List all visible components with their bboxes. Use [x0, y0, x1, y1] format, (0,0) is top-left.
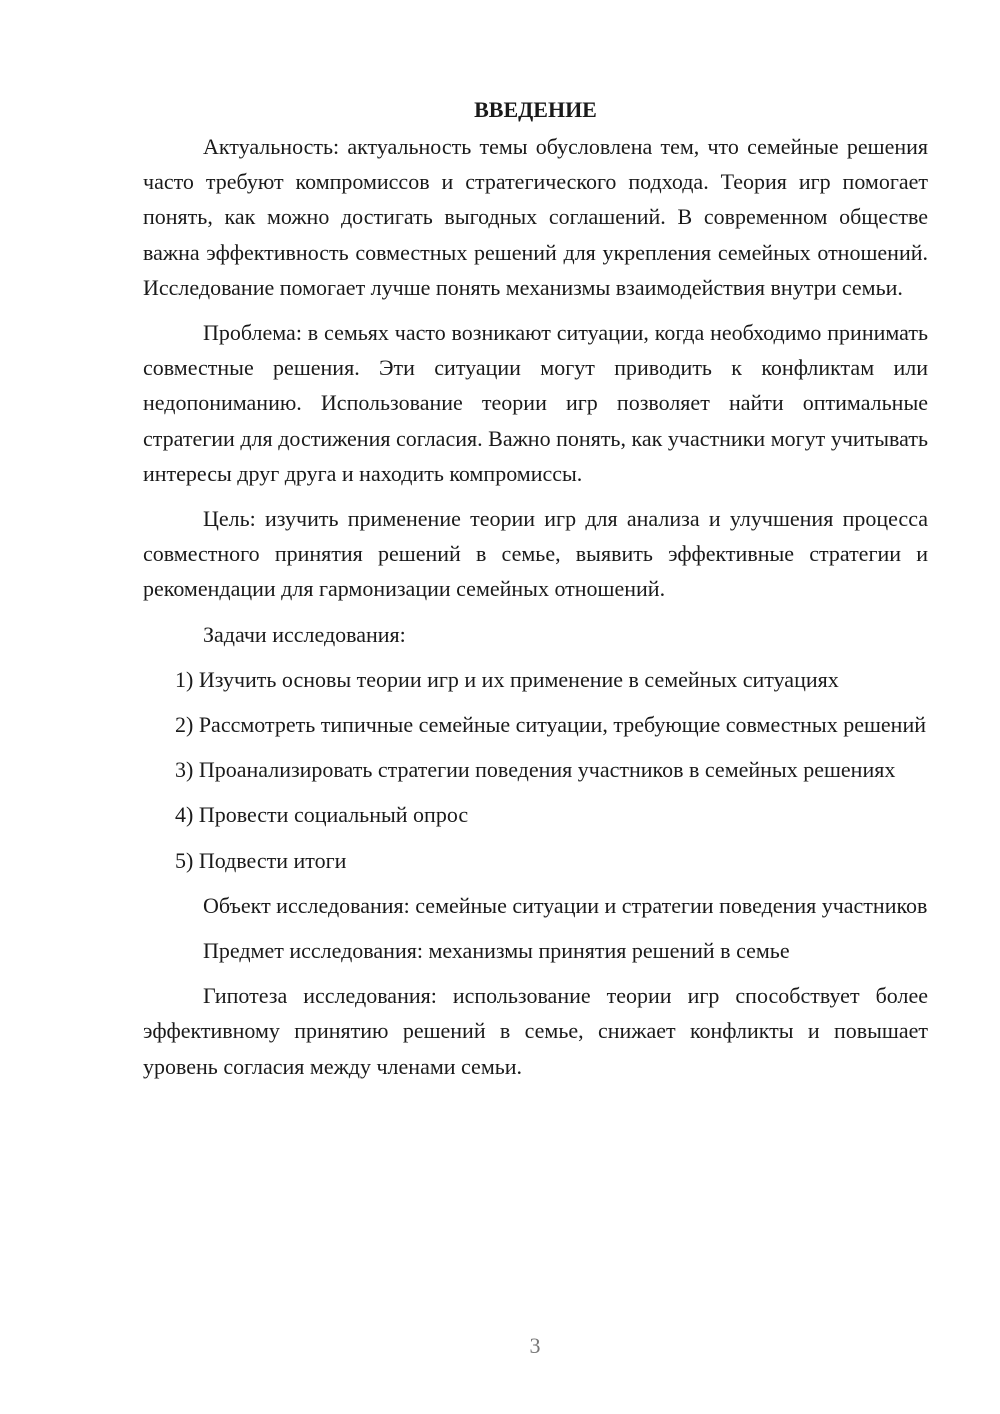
paragraph-subject: Предмет исследования: механизмы принятия решений в семье	[203, 938, 790, 964]
paragraph-relevance: Актуальность: актуальность темы обусловлена тем, что семейные решения часто требуют компромиссов и стратегического подхода. Теория игр помогает понять, как можно достигать выгодных соглашений. В современном обществе важна эффективность совместных решений для укрепления семейных отношений. Исследование помогает лучше понять механизмы взаимодействия внутри семьи.	[143, 134, 928, 300]
task-item-1: 1) Изучить основы теории игр и их применение в семейных ситуациях	[175, 666, 839, 692]
document-page	[143, 92, 928, 1094]
paragraph-object: Объект исследования: семейные ситуации и стратегии поведения участников	[203, 892, 928, 918]
page-number: 3	[529, 1333, 541, 1358]
paragraph-problem: Проблема: в семьях часто возникают ситуации, когда необходимо принимать совместные решения. Эти ситуации могут приводить к конфликтам или недопониманию. Использование теории игр позволяет найти оптимальные стратегии для достижения согласия. Важно понять, как участники могут учитывать интересы друг друга и находить компромиссы.	[143, 320, 928, 486]
paragraph-goal: Цель: изучить применение теории игр для анализа и улучшения процесса совместного принятия решений в семье, выявить эффективные стратегии и рекомендации для гармонизации семейных отношений.	[143, 506, 928, 602]
task-item-2: 2) Рассмотреть типичные семейные ситуации, требующие совместных решений	[175, 712, 926, 738]
section-title: ВВЕДЕНИЕ	[474, 97, 597, 122]
task-item-3: 3) Проанализировать стратегии поведения участников в семейных решениях	[175, 757, 896, 783]
paragraph-hypothesis: Гипотеза исследования: использование теории игр способствует более эффективному принятию решений в семье, снижает конфликты и повышает уровень согласия между членами семьи.	[143, 983, 928, 1079]
task-item-5: 5) Подвести итоги	[175, 847, 347, 873]
tasks-heading: Задачи исследования:	[203, 621, 406, 647]
task-item-4: 4) Провести социальный опрос	[175, 802, 469, 828]
